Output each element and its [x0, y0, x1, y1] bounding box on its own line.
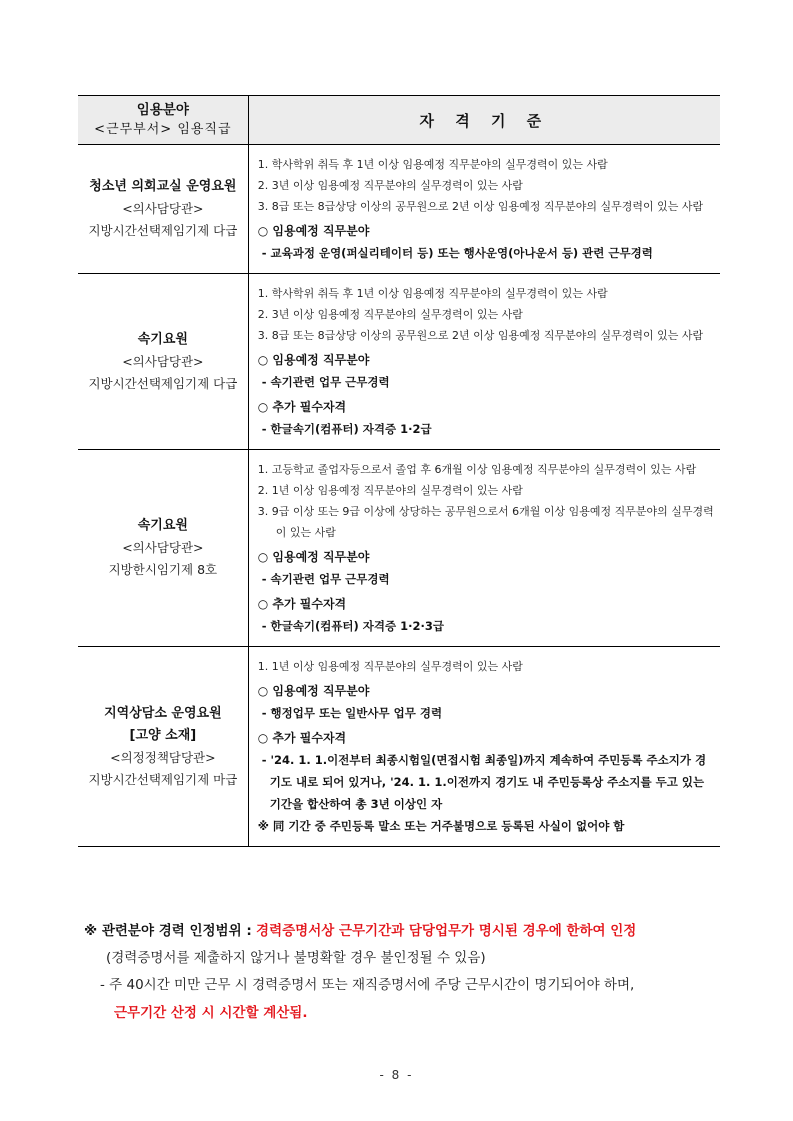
position-grade: 지방한시임기제 8호 [108, 562, 218, 577]
position-grade: 지방시간선택제임기제 다급 [88, 223, 238, 238]
footnote-line: (경력증명서를 제출하지 않거나 불명확할 경우 불인정될 수 있음) [106, 950, 486, 966]
requirement-detail: - 속기관련 업무 근무경력 [261, 375, 390, 389]
requirement-heading: ○ 추가 필수자격 [257, 400, 347, 414]
requirement-item: 3. 8급 또는 8급상당 이상의 공무원으로 2년 이상 임용예정 직무분야의 실무경력이 있는 사람 [257, 329, 704, 342]
table-row [78, 145, 720, 274]
position-cell [78, 647, 248, 847]
requirement-list [258, 154, 714, 217]
requirement-item: 2. 3년 이상 임용예정 직무분야의 실무경력이 있는 사람 [257, 179, 523, 192]
table-row [78, 274, 720, 450]
position-cell [78, 450, 248, 647]
requirement-item: 1. 학사학위 취득 후 1년 이상 임용예정 직무분야의 실무경력이 있는 사람 [257, 287, 608, 300]
requirement-heading: ○ 추가 필수자격 [257, 731, 347, 745]
table-row [78, 647, 720, 847]
requirement-note: ※ 同 기간 중 주민등록 말소 또는 거주불명으로 등록된 사실이 없어야 함 [257, 819, 625, 833]
position-grade: 지방시간선택제임기제 다급 [88, 375, 238, 391]
position-location: [고양 소재] [129, 727, 197, 743]
requirement-item: 2. 3년 이상 임용예정 직무분야의 실무경력이 있는 사람 [257, 308, 523, 321]
position-dept: <의정정책담당관> [110, 749, 216, 765]
requirement-item: 3. 8급 또는 8급상당 이상의 공무원으로 2년 이상 임용예정 직무분야의 실무경력이 있는 사람 [257, 200, 704, 213]
qualification-cell [248, 450, 720, 647]
requirement-heading: ○ 임용예정 직무분야 [257, 684, 370, 698]
requirement-detail: - 교육과정 운영(퍼실리테이터 등) 또는 행사운영(아나운서 등) 관련 근무경력 [261, 246, 653, 260]
header-sub-label: <근무부서> 임용직급 [94, 122, 232, 137]
page-number: - 8 - [379, 1068, 414, 1082]
position-dept: <의사담당관> [122, 540, 204, 555]
requirement-item: 2. 1년 이상 임용예정 직무분야의 실무경력이 있는 사람 [257, 484, 523, 497]
requirement-heading: ○ 임용예정 직무분야 [257, 550, 370, 564]
qualification-cell [248, 145, 720, 274]
header-field-cell [78, 96, 248, 145]
requirement-detail: - 한글속기(컴퓨터) 자격증 1·2·3급 [261, 619, 444, 633]
requirement-list [258, 283, 714, 346]
footnote-highlight: 경력증명서상 근무기간과 담당업무가 명시된 경우에 한하여 인정 [256, 923, 637, 939]
header-qual-cell [248, 96, 720, 145]
requirement-heading: ○ 추가 필수자격 [257, 597, 347, 611]
footnote-line [84, 999, 734, 1027]
requirement-detail: - 행정업무 또는 일반사무 업무 경력 [261, 706, 443, 720]
footnote-highlight: 근무기간 산정 시 시간할 계산됨. [114, 1005, 308, 1021]
requirement-item: 1. 고등학교 졸업자등으로서 졸업 후 6개월 이상 임용예정 직무분야의 실무경력이 있는 사람 [257, 463, 697, 476]
qualification-table [78, 95, 720, 847]
table-header-row [78, 96, 720, 145]
requirement-item: 3. 9급 이상 또는 9급 이상에 상당하는 공무원으로서 6개월 이상 임용예정 직무분야의 실무경력이 있는 사람 [257, 505, 714, 539]
requirement-heading: ○ 임용예정 직무분야 [257, 224, 370, 238]
position-title: 청소년 의회교실 운영요원 [89, 179, 237, 194]
position-grade: 지방시간선택제임기제 마급 [88, 771, 238, 787]
footnote-prefix: ※ 관련분야 경력 인정범위 : [84, 923, 252, 939]
qualification-cell [248, 647, 720, 847]
footnote-line [84, 917, 734, 945]
header-field-label: 임용분야 [136, 102, 189, 118]
footnotes [84, 917, 734, 1027]
qualification-cell [248, 274, 720, 450]
requirement-heading: ○ 임용예정 직무분야 [257, 353, 370, 367]
requirement-detail: - 속기관련 업무 근무경력 [261, 572, 390, 586]
position-title: 속기요원 [137, 331, 188, 347]
footnote-line: - 주 40시간 미만 근무 시 경력증명서 또는 재직증명서에 주당 근무시간이 명기되어야 하며, [100, 977, 635, 993]
position-dept: <의사담당관> [122, 201, 204, 216]
header-qual-label: 자 격 기 준 [419, 111, 550, 130]
position-cell [78, 145, 248, 274]
position-title: 속기요원 [137, 518, 188, 533]
position-cell [78, 274, 248, 450]
requirement-list [258, 459, 714, 543]
requirement-detail: - '24. 1. 1.이전부터 최종시험일(면접시험 최종일)까지 계속하여 주민등록 주소지가 경기도 내로 되어 있거나, '24. 1. 1.이전까지 경기도 내 주민등록상 주소지를 두고 있는 기간을 합산하여 총 3년 이상인 자 [261, 753, 707, 811]
requirement-list [258, 656, 714, 677]
position-dept: <의사담당관> [122, 353, 204, 369]
requirement-item: 1. 학사학위 취득 후 1년 이상 임용예정 직무분야의 실무경력이 있는 사람 [257, 158, 608, 171]
requirement-item: 1. 1년 이상 임용예정 직무분야의 실무경력이 있는 사람 [257, 660, 523, 673]
position-title: 지역상담소 운영요원 [104, 705, 222, 721]
requirement-detail: - 한글속기(컴퓨터) 자격증 1·2급 [261, 422, 432, 436]
table-row [78, 450, 720, 647]
